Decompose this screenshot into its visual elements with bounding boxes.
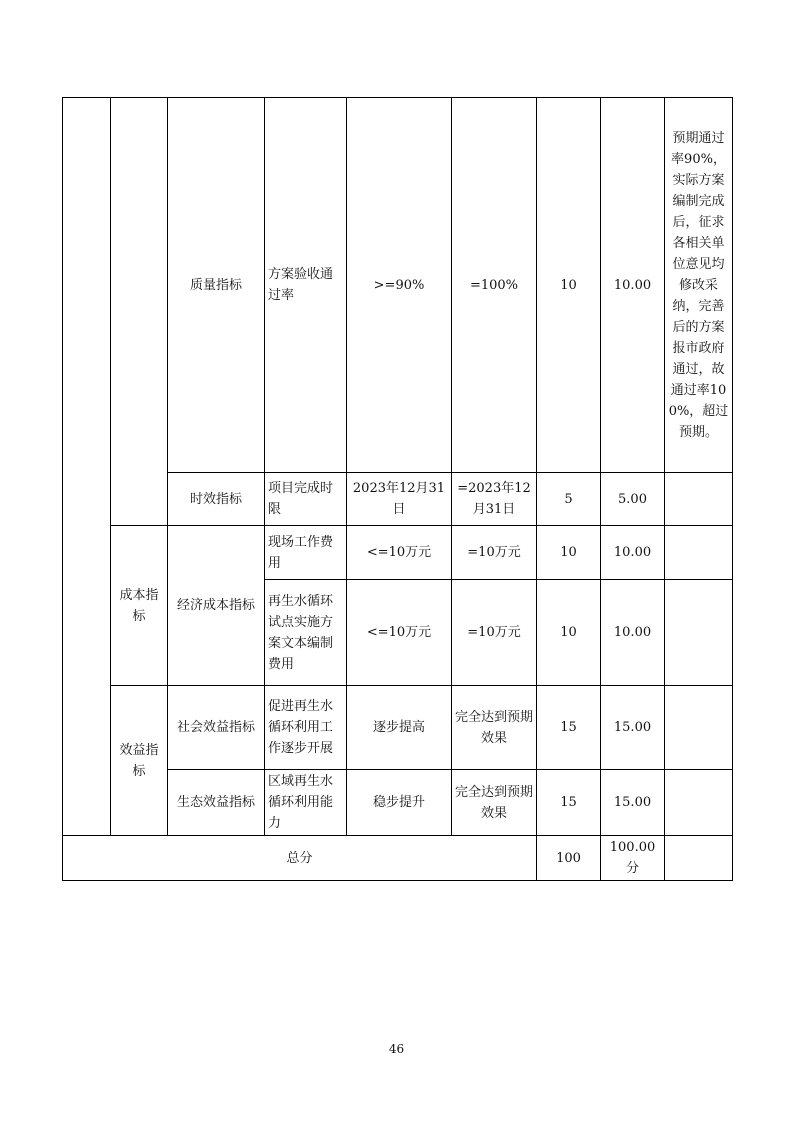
remark-cell: 预期通过率90%，实际方案编制完成后，征求各相关单位意见均修改采纳，完善后的方案报市政府通过，故通过率100%，超过预期。 xyxy=(665,98,733,473)
level2-cell: 成本指标 xyxy=(111,526,168,686)
remark-cell xyxy=(665,770,733,836)
score-cell: 15.00 xyxy=(601,686,665,770)
total-label-cell: 总分 xyxy=(63,836,537,881)
indicator-name-cell: 再生水循环试点实施方案文本编制费用 xyxy=(265,580,347,686)
level3-cell: 社会效益指标 xyxy=(168,686,265,770)
weight-cell: 10 xyxy=(537,526,601,580)
table-row xyxy=(63,98,733,473)
indicator-name-cell: 项目完成时限 xyxy=(265,473,347,526)
level3-cell: 质量指标 xyxy=(168,98,265,473)
remark-cell xyxy=(665,836,733,881)
weight-cell: 10 xyxy=(537,580,601,686)
remark-cell xyxy=(665,580,733,686)
remark-cell xyxy=(665,686,733,770)
indicator-name-cell: 区域再生水循环利用能力 xyxy=(265,770,347,836)
weight-cell: 15 xyxy=(537,686,601,770)
score-cell: 10.00 xyxy=(601,580,665,686)
actual-value-cell: 完全达到预期效果 xyxy=(452,770,537,836)
level3-cell: 生态效益指标 xyxy=(168,770,265,836)
target-value-cell: <=10万元 xyxy=(347,580,452,686)
remark-cell xyxy=(665,473,733,526)
level3-cell: 时效指标 xyxy=(168,473,265,526)
total-score-cell: 100.00分 xyxy=(601,836,665,881)
target-value-cell: 逐步提高 xyxy=(347,686,452,770)
total-weight-cell: 100 xyxy=(537,836,601,881)
actual-value-cell: =100% xyxy=(452,98,537,473)
score-cell: 15.00 xyxy=(601,770,665,836)
target-value-cell: <=10万元 xyxy=(347,526,452,580)
weight-cell: 15 xyxy=(537,770,601,836)
weight-cell: 5 xyxy=(537,473,601,526)
score-cell: 5.00 xyxy=(601,473,665,526)
level2-cell xyxy=(111,98,168,526)
score-cell: 10.00 xyxy=(601,526,665,580)
table-row xyxy=(63,526,733,580)
page-number: 46 xyxy=(388,1042,405,1056)
performance-indicator-table xyxy=(62,97,733,881)
weight-cell: 10 xyxy=(537,98,601,473)
remark-cell xyxy=(665,526,733,580)
actual-value-cell: =10万元 xyxy=(452,526,537,580)
indicator-name-cell: 现场工作费用 xyxy=(265,526,347,580)
score-cell: 10.00 xyxy=(601,98,665,473)
target-value-cell: >=90% xyxy=(347,98,452,473)
target-value-cell: 稳步提升 xyxy=(347,770,452,836)
level3-cell: 经济成本指标 xyxy=(168,526,265,686)
table-row xyxy=(63,686,733,770)
total-row xyxy=(63,836,733,881)
target-value-cell: 2023年12月31日 xyxy=(347,473,452,526)
indicator-name-cell: 促进再生水循环利用工作逐步开展 xyxy=(265,686,347,770)
actual-value-cell: =10万元 xyxy=(452,580,537,686)
level1-cell xyxy=(63,98,111,836)
actual-value-cell: 完全达到预期效果 xyxy=(452,686,537,770)
level2-cell: 效益指标 xyxy=(111,686,168,836)
actual-value-cell: =2023年12月31日 xyxy=(452,473,537,526)
indicator-name-cell: 方案验收通过率 xyxy=(265,98,347,473)
